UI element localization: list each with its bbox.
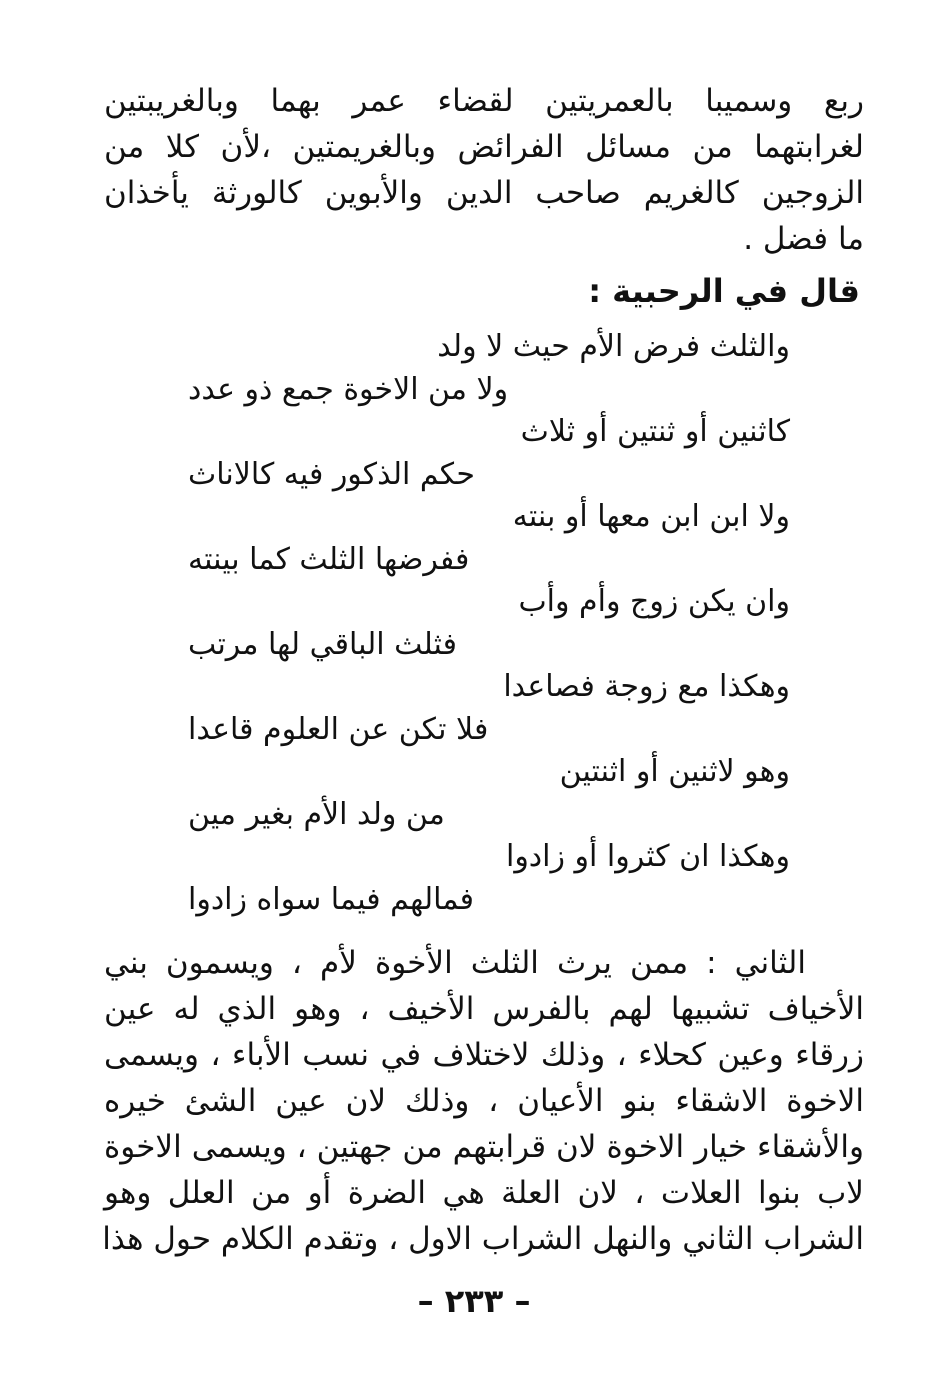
text-line: الثاني : ممن يرث الثلث الأخوة لأم ، ويسمون بني (104, 945, 806, 981)
verse-hemistich-first: وهكذا مع زوجة فصاعدا (503, 669, 790, 704)
text-line: الأخياف تشبيها لهم بالفرس الأخيف ، وهو الذي له عين (104, 991, 864, 1027)
text-line: والأشقاء خيار الاخوة لان قرابتهم من جهتين ، ويسمى الاخوة (104, 1129, 864, 1165)
text-line: الزوجين كالغريم صاحب الدين والأبوين كالورثة يأخذان (104, 175, 864, 211)
text-line: الاخوة الاشقاء بنو الأعيان ، وذلك لان عين الشئ خيره (104, 1083, 864, 1119)
verse-hemistich-second: حكم الذكور فيه كالاناث (188, 456, 475, 492)
verse-hemistich-second: من ولد الأم بغير مين (188, 796, 445, 832)
verse-hemistich-first: وهو لاثنين أو اثنتين (559, 754, 790, 789)
verse-hemistich-first: كاثنين أو ثنتين أو ثلاث (520, 414, 790, 449)
verse-hemistich-second: فثلث الباقي لها مرتب (188, 626, 457, 662)
page-number: – ٢٣٣ – (417, 1282, 531, 1320)
verse-hemistich-first: ولا ابن ابن معها أو بنته (512, 499, 790, 534)
text-line: ربع وسميبا بالعمريتين لقضاء عمر بهما وبالغريبتين (104, 83, 864, 119)
intro-paragraph (104, 78, 864, 262)
verse-hemistich-second: ففرضها الثلث كما بينته (188, 541, 470, 577)
text-line: زرقاء وعين كحلاء ، وذلك لاختلاف في نسب الأباء ، ويسمى (104, 1037, 864, 1073)
verse-hemistich-first: والثلث فرض الأم حيث لا ولد (437, 329, 790, 364)
text-line: الشراب الثاني والنهل الشراب الاول ، وتقدم الكلام حول هذا (102, 1221, 864, 1257)
text-line: ما فضل . (743, 221, 864, 257)
poem (180, 326, 790, 921)
verse-hemistich-second: فمالهم فيما سواه زادوا (188, 881, 474, 917)
verse-hemistich-second: فلا تكن عن العلوم قاعدا (188, 711, 489, 747)
text-line: لغرابتهما من مسائل الفرائض وبالغريمتين ،لأن كلا من (104, 129, 864, 165)
verse-hemistich-first: وان يكن زوج وأم وأب (518, 584, 790, 619)
section-heading: قال في الرحبية : (588, 272, 860, 310)
text-line: لاب بنوا العلات ، لان العلة هي الضرة أو من العلل وهو (104, 1175, 864, 1211)
body-paragraph (104, 940, 864, 1262)
verse-hemistich-first: وهكذا ان كثروا أو زادوا (505, 839, 790, 874)
verse-hemistich-second: ولا من الاخوة جمع ذو عدد (188, 371, 509, 407)
